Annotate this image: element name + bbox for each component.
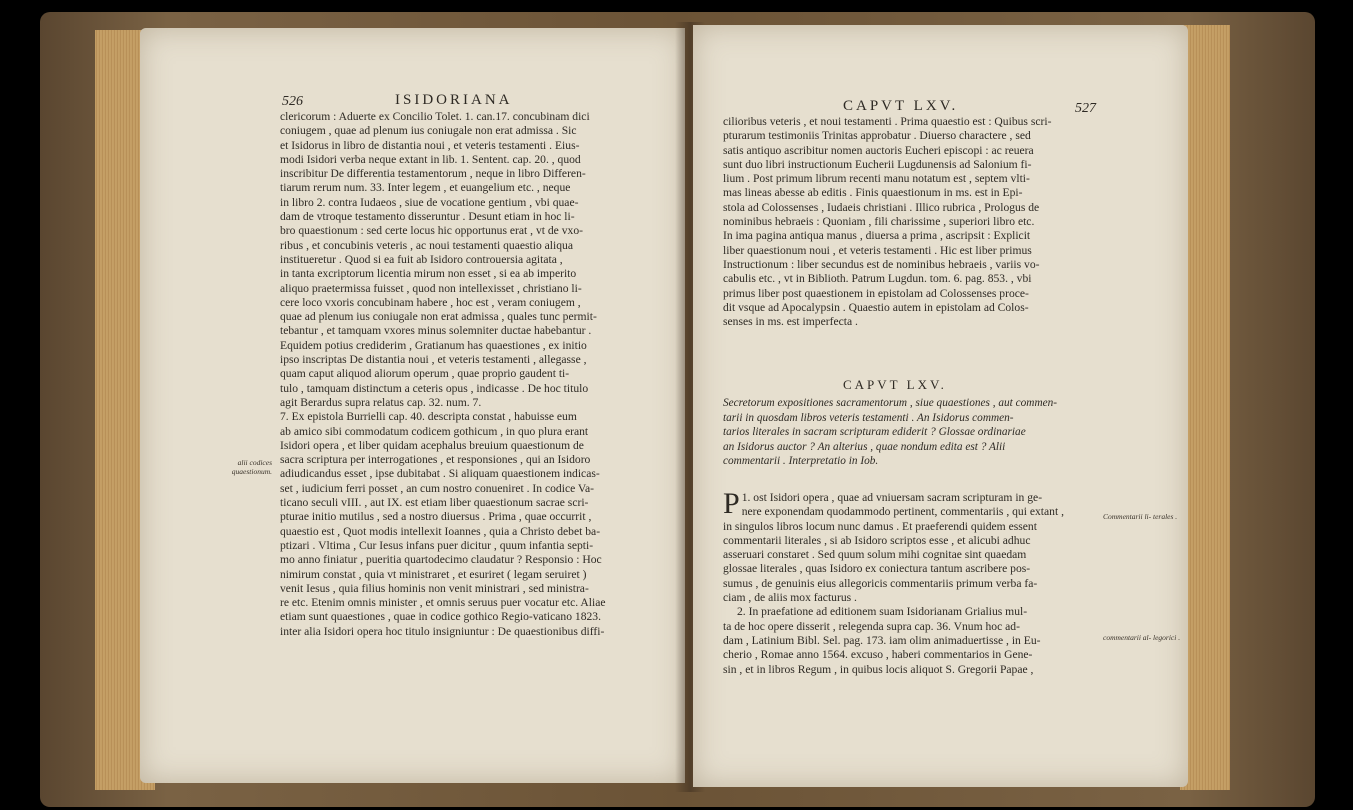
drop-cap: P: [723, 487, 740, 520]
right-page-number: 527: [1075, 101, 1096, 116]
left-page-number: 526: [282, 94, 303, 109]
left-margin-note: alii codices quaestionum.: [231, 458, 272, 476]
chapter-heading: CAPVT LXV.: [843, 377, 947, 392]
left-page: [140, 28, 685, 783]
right-top-text: cilioribus veteris , et noui testamenti . Prima quaestio est : Quibus scri- pturarum testimoniis Trinitas approbatur . Diuerso charactere , sed satis antiquo ascribitur nomen auctoris Eucheri episcopi : ac reuera sunt duo libri instructionum Eucherii Lugdunensis ad Salonium fi- lium . Post primum librum recenti manu notatum est , septem vlti- mas lineas abesse ab editis . Finis quaestionum in ms. est in Epi- stola ad Colossenses , Iudaeis christiani . Illico rubrica , Prologus de nominibus hebraeis : Quoniam , fili charissime , superiori libro etc. In ima pagina antiqua manus , diuersa a prima , ascripsit : Explicit liber quaestionum noui , et veteris testamenti . Hic est liber primus Instructionum : liber secundus est de nominibus hebraeis , variis vo- cabulis etc. , vt in Biblioth. Patrum Lugdun. tom. 6. pag. 853. , vbi primus liber post quaestionem in epistolam ad Colossenses proce- dit vsque ad Apocalypsin . Quaestio autem in epistolam ad Colos- senses in ms. est imperfecta .: [723, 115, 1052, 329]
right-page: [693, 25, 1188, 787]
left-body-text: clericorum : Aduerte ex Concilio Tolet. 1. can.17. concubinam dici coniugem , quae ad plenum ius coniugale non erat admissa . Sic et Isidorus in libro de distantia noui , et veteris testamenti . Eius- modi Isidori verba neque extant in lib. 1. Sentent. cap. 20. , quod inscribitur De differentia testamentorum , neque in libro Differen- tiarum rerum num. 33. Inter legem , et euangelium etc. , neque in libro 2. contra Iudaeos , siue de vocatione gentium , vbi quae- dam de vtroque testamento disseruntur . Desunt etiam in hoc li- bro quaestionum : sed certe locus hic opportunus erat , vt de vxo- ribus , et concubinis veteris , ac noui testamenti quaestio aliqua institueretur . Quod si ea fuit ab Isidoro controuersia agitata , in tanta excriptorum licentia mirum non esset , si ea ab imperito aliquo praetermissa fuisset , quod non intellexisset , christiano li- cere loco vxoris concubinam habere , hoc est , veram coniugem , quae ad plenum ius coniugale non erat admissa , quales tunc permit- tebantur , et tamquam vxores minus solemniter ductae habebantur . Equidem potius crediderim , Gratianum has quaestiones , ex initio ipso inscriptas De distantia noui , et veteris testamenti , allegasse , quam caput aliquod aliorum operum , quae proprio gaudent ti- tulo , tamquam distinctum a ceteris opus , indicasse . De hoc titulo agit Berardus supra relatus cap. 32. num. 7. 7. Ex epistola Burrielli cap. 40. descripta constat , habuisse eum ab amico sibi commodatum codicem gothicum , in quo plura erant Isidori opera , et liber quidam acephalus breuium quaestionum de sacra scriptura per interrogationes , et responsiones , qui an Isidoro adiudicandus esset , ipse dubitabat . Si aliquam quaestionem indicas- set , iudicium ferri posset , an cum nostro conueniret . In codice Va- ticano seculi vIII. , aut IX. est etiam liber quaestionum sacrae scri- pturae initio mutilus , sed a nostro diuersus . Prima , quae occurrit , quaestio est , Quot modis intellexit Ioannes , quia a Christo debet ba- ptizari . Vltima , Cur Iesus infans puer dicitur , quum infantia septi- mo anno finiatur , pueritia quartodecimo claudatur ? Responsio : Hoc nimirum constat , quia vt ministraret , et esuriret ( legam seruiret ) venit Iesus , quia filius hominis non venit ministrari , sed ministra- re etc. Etenim omnis minister , et omnis seruus puer vocatur etc. Aliae etiam sunt quaestiones , quae in codice gothico Regio-vaticano 1823. inter alia Isidori opera hoc titulo insigniuntur : De quaestionibus diffi-: [280, 110, 606, 638]
right-body-text: [723, 487, 1098, 677]
right-margin-note-2: commentarii al- legorici .: [1103, 633, 1181, 642]
chapter-summary: Secretorum expositiones sacramentorum , siue quaestiones , aut commen- tarii in quosdam libros veteris testamenti . An Isidorus commen- tarios literales in sacram scripturam ediderit ? Glossae ordinariae an Isidorus auctor ? An alterius , quae nondum edita est ? Alii commentarii . Interpretatio in Iob.: [723, 397, 1058, 468]
paragraph-number: 1.: [741, 491, 754, 504]
right-running-head: CAPVT LXV.: [843, 98, 959, 114]
paragraph-1: ost Isidori opera , quae ad vniuersam sacram scripturam in ge- nere exponendam quodammodo pertinent, commentariis , qui extant , in singulos libros locum nunc damus . Et praeferendi quidem essent commentarii literales , si ab Isidoro scriptos esse , et alicubi adhuc asseruari constaret . Sed quum solum mihi cognitae sint quaedam glossae literales , quas Isidoro ex coniectura tantum ascribere pos- sumus , de genuinis eius allegoricis commentariis primum verba fa- ciam , de aliis mox facturus .: [723, 491, 1064, 605]
right-margin-note-1: Commentarii li- terales .: [1103, 512, 1178, 521]
left-running-head: ISIDORIANA: [395, 92, 513, 108]
paragraph-2: 2. In praefatione ad editionem suam Isidorianam Grialius mul- ta de hoc opere disserit , relegenda supra cap. 36. Vnum hoc ad- dam , Latinium Bibl. Sel. pag. 173. iam olim animaduertisse , in Eu- cherio , Romae anno 1564. excuso , haberi commentarios in Gene- sin , et in libros Regum , in quibus locis aliquot S. Gregorii Papae ,: [723, 605, 1041, 676]
